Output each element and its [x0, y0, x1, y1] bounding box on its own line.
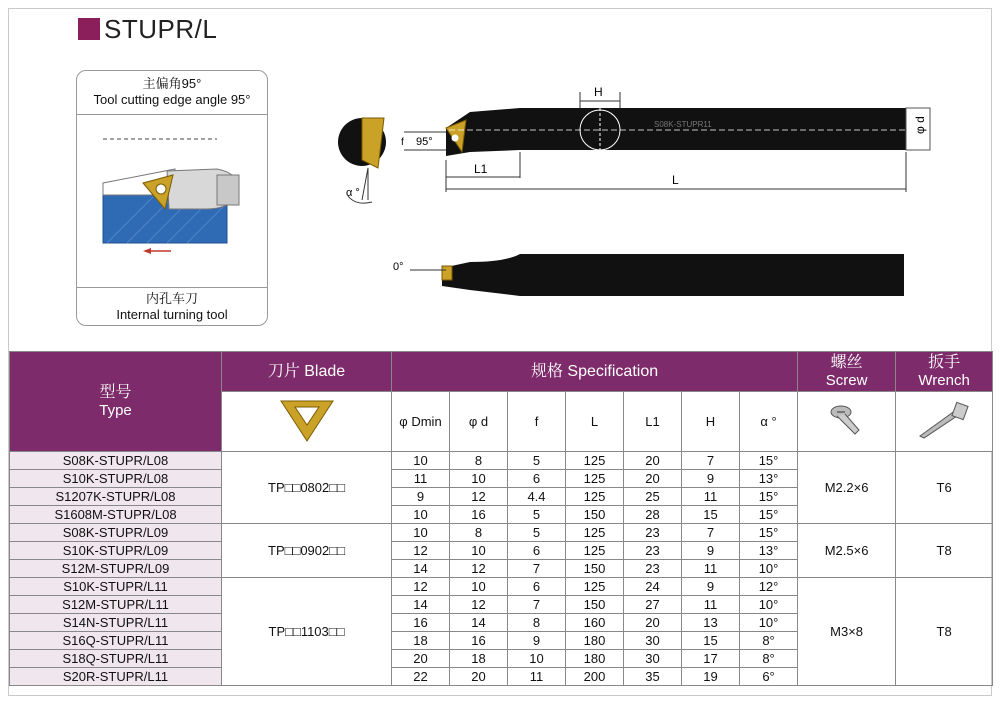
spec-cell: 9: [682, 470, 740, 488]
spec-cell: 13°: [740, 470, 798, 488]
spec-cell: 11: [682, 596, 740, 614]
spec-cell: 150: [566, 596, 624, 614]
spec-cell: 9: [682, 578, 740, 596]
spec-cell: 22: [392, 668, 450, 686]
type-cell: S16Q-STUPR/L11: [10, 632, 222, 650]
tool-type-cn: 内孔车刀: [145, 291, 198, 306]
blade-cell: TP□□0902□□: [222, 524, 392, 578]
spec-header-text: 规格 Specification: [530, 362, 659, 380]
spec-cell: 20: [624, 470, 682, 488]
blade-header: [222, 352, 392, 392]
spec-cell: 125: [566, 488, 624, 506]
spec-cell: 8: [508, 614, 566, 632]
screw-cell: M2.5×6: [798, 524, 896, 578]
zero-angle-label: 0°: [393, 261, 404, 273]
spec-cell: 125: [566, 578, 624, 596]
wrench-cell: T8: [896, 524, 993, 578]
spec-cell: 160: [566, 614, 624, 632]
blade-cell: TP□□0802□□: [222, 452, 392, 524]
L1-label: L1: [474, 162, 488, 176]
spec-cell: 35: [624, 668, 682, 686]
spec-cell: 7: [682, 452, 740, 470]
spec-table-body: [10, 452, 993, 686]
table-row: [10, 524, 993, 542]
spec-cell: 15°: [740, 488, 798, 506]
spec-cell: 7: [508, 560, 566, 578]
spec-cell: 16: [392, 614, 450, 632]
spec-cell: 8: [450, 524, 508, 542]
spec-cell: 150: [566, 506, 624, 524]
page-title: STUPR/L: [104, 13, 218, 44]
wrench-icon: [916, 400, 972, 440]
spec-cell: 20: [624, 452, 682, 470]
spec-cell: 12: [392, 542, 450, 560]
col-d: φ d: [450, 392, 508, 452]
spec-cell: 7: [508, 596, 566, 614]
spec-cell: 15: [682, 506, 740, 524]
spec-cell: 15°: [740, 506, 798, 524]
spec-cell: 28: [624, 506, 682, 524]
col-f: f: [508, 392, 566, 452]
type-cell: S10K-STUPR/L09: [10, 542, 222, 560]
spec-cell: 10: [450, 542, 508, 560]
spec-cell: 11: [682, 560, 740, 578]
spec-cell: 14: [450, 614, 508, 632]
spec-cell: 180: [566, 650, 624, 668]
spec-cell: 12: [450, 560, 508, 578]
type-cell: S10K-STUPR/L11: [10, 578, 222, 596]
spec-cell: 13°: [740, 542, 798, 560]
blade-insert-cell: [222, 392, 392, 452]
spec-cell: 150: [566, 560, 624, 578]
spec-cell: 8°: [740, 650, 798, 668]
spec-cell: 30: [624, 632, 682, 650]
spec-cell: 10: [392, 452, 450, 470]
type-cell: S12M-STUPR/L11: [10, 596, 222, 614]
wrench-header-en: Wrench: [918, 372, 970, 389]
spec-cell: 14: [392, 596, 450, 614]
shank-engraving: S08K-STUPR11: [654, 120, 712, 129]
col-L1: L1: [624, 392, 682, 452]
type-cell: S08K-STUPR/L08: [10, 452, 222, 470]
spec-cell: 9: [508, 632, 566, 650]
wrench-header: [896, 352, 993, 392]
tool-type-en: Internal turning tool: [116, 307, 228, 322]
type-header-en: Type: [99, 402, 132, 419]
spec-cell: 6°: [740, 668, 798, 686]
spec-cell: 12: [450, 488, 508, 506]
spec-cell: 4.4: [508, 488, 566, 506]
spec-cell: 6: [508, 578, 566, 596]
screw-icon-cell: [798, 392, 896, 452]
screw-header: [798, 352, 896, 392]
spec-cell: 23: [624, 542, 682, 560]
spec-table: [9, 351, 993, 686]
type-header-cn: 型号: [99, 384, 132, 401]
spec-cell: 5: [508, 524, 566, 542]
spec-cell: 18: [450, 650, 508, 668]
spec-cell: 25: [624, 488, 682, 506]
spec-cell: 6: [508, 470, 566, 488]
spec-cell: 10: [450, 578, 508, 596]
spec-cell: 15°: [740, 452, 798, 470]
spec-cell: 5: [508, 452, 566, 470]
spec-cell: 11: [508, 668, 566, 686]
angle-95-label: 95°: [416, 136, 433, 148]
spec-cell: 10°: [740, 614, 798, 632]
blade-header-text: 刀片 Blade: [267, 362, 346, 380]
H-label: H: [594, 85, 603, 99]
spec-cell: 10°: [740, 596, 798, 614]
f-label: f: [401, 137, 404, 148]
spec-header: [392, 352, 798, 392]
col-dmin: φ Dmin: [392, 392, 450, 452]
wrench-cell: T8: [896, 578, 993, 686]
spec-cell: 10°: [740, 560, 798, 578]
type-cell: S14N-STUPR/L11: [10, 614, 222, 632]
tool-angle-cn: 主偏角95°: [142, 76, 202, 91]
spec-cell: 10: [392, 506, 450, 524]
spec-cell: 30: [624, 650, 682, 668]
spec-cell: 12: [392, 578, 450, 596]
spec-cell: 11: [392, 470, 450, 488]
screw-header-en: Screw: [825, 372, 868, 389]
spec-cell: 8: [450, 452, 508, 470]
spec-cell: 125: [566, 470, 624, 488]
alpha-label: α °: [346, 187, 360, 199]
type-header: [10, 352, 222, 452]
phi-d-label: φ d: [913, 116, 927, 134]
spec-cell: 15: [682, 632, 740, 650]
screw-header-cn: 螺丝: [830, 354, 863, 371]
screw-cell: M2.2×6: [798, 452, 896, 524]
screw-icon: [827, 400, 867, 440]
triangle-insert-icon: [277, 397, 337, 443]
spec-cell: 18: [392, 632, 450, 650]
tool-bar-side: [410, 254, 904, 296]
spec-cell: 14: [392, 560, 450, 578]
type-cell: S12M-STUPR/L09: [10, 560, 222, 578]
spec-cell: 20: [624, 614, 682, 632]
spec-cell: 20: [450, 668, 508, 686]
L-label: L: [672, 173, 679, 187]
spec-cell: 10: [450, 470, 508, 488]
spec-cell: 125: [566, 452, 624, 470]
spec-cell: 23: [624, 524, 682, 542]
spec-cell: 200: [566, 668, 624, 686]
spec-cell: 10: [392, 524, 450, 542]
spec-cell: 125: [566, 524, 624, 542]
spec-cell: 23: [624, 560, 682, 578]
screw-cell: M3×8: [798, 578, 896, 686]
table-row: [10, 578, 993, 596]
spec-cell: 5: [508, 506, 566, 524]
spec-cell: 13: [682, 614, 740, 632]
spec-cell: 9: [682, 542, 740, 560]
type-cell: S08K-STUPR/L09: [10, 524, 222, 542]
type-cell: S18Q-STUPR/L11: [10, 650, 222, 668]
type-cell: S20R-STUPR/L11: [10, 668, 222, 686]
tool-angle-en: Tool cutting edge angle 95°: [93, 92, 251, 107]
spec-cell: 24: [624, 578, 682, 596]
spec-cell: 17: [682, 650, 740, 668]
type-cell: S1608M-STUPR/L08: [10, 506, 222, 524]
spec-cell: 16: [450, 506, 508, 524]
wrench-header-cn: 扳手: [928, 354, 961, 371]
spec-cell: 15°: [740, 524, 798, 542]
col-H: H: [682, 392, 740, 452]
spec-cell: 19: [682, 668, 740, 686]
tool-bar-top: [440, 108, 930, 156]
col-alpha: α °: [740, 392, 798, 452]
col-L: L: [566, 392, 624, 452]
spec-cell: 180: [566, 632, 624, 650]
spec-cell: 8°: [740, 632, 798, 650]
spec-cell: 7: [682, 524, 740, 542]
spec-cell: 12: [450, 596, 508, 614]
blade-cell: TP□□1103□□: [222, 578, 392, 686]
spec-cell: 11: [682, 488, 740, 506]
wrench-icon-cell: [896, 392, 993, 452]
table-row: [10, 452, 993, 470]
spec-cell: 27: [624, 596, 682, 614]
spec-cell: 20: [392, 650, 450, 668]
spec-cell: 9: [392, 488, 450, 506]
spec-cell: 125: [566, 542, 624, 560]
spec-cell: 16: [450, 632, 508, 650]
type-cell: S10K-STUPR/L08: [10, 470, 222, 488]
spec-cell: 10: [508, 650, 566, 668]
spec-cell: 12°: [740, 578, 798, 596]
dimension-diagrams: [0, 0, 1000, 350]
type-cell: S1207K-STUPR/L08: [10, 488, 222, 506]
wrench-cell: T6: [896, 452, 993, 524]
spec-cell: 6: [508, 542, 566, 560]
